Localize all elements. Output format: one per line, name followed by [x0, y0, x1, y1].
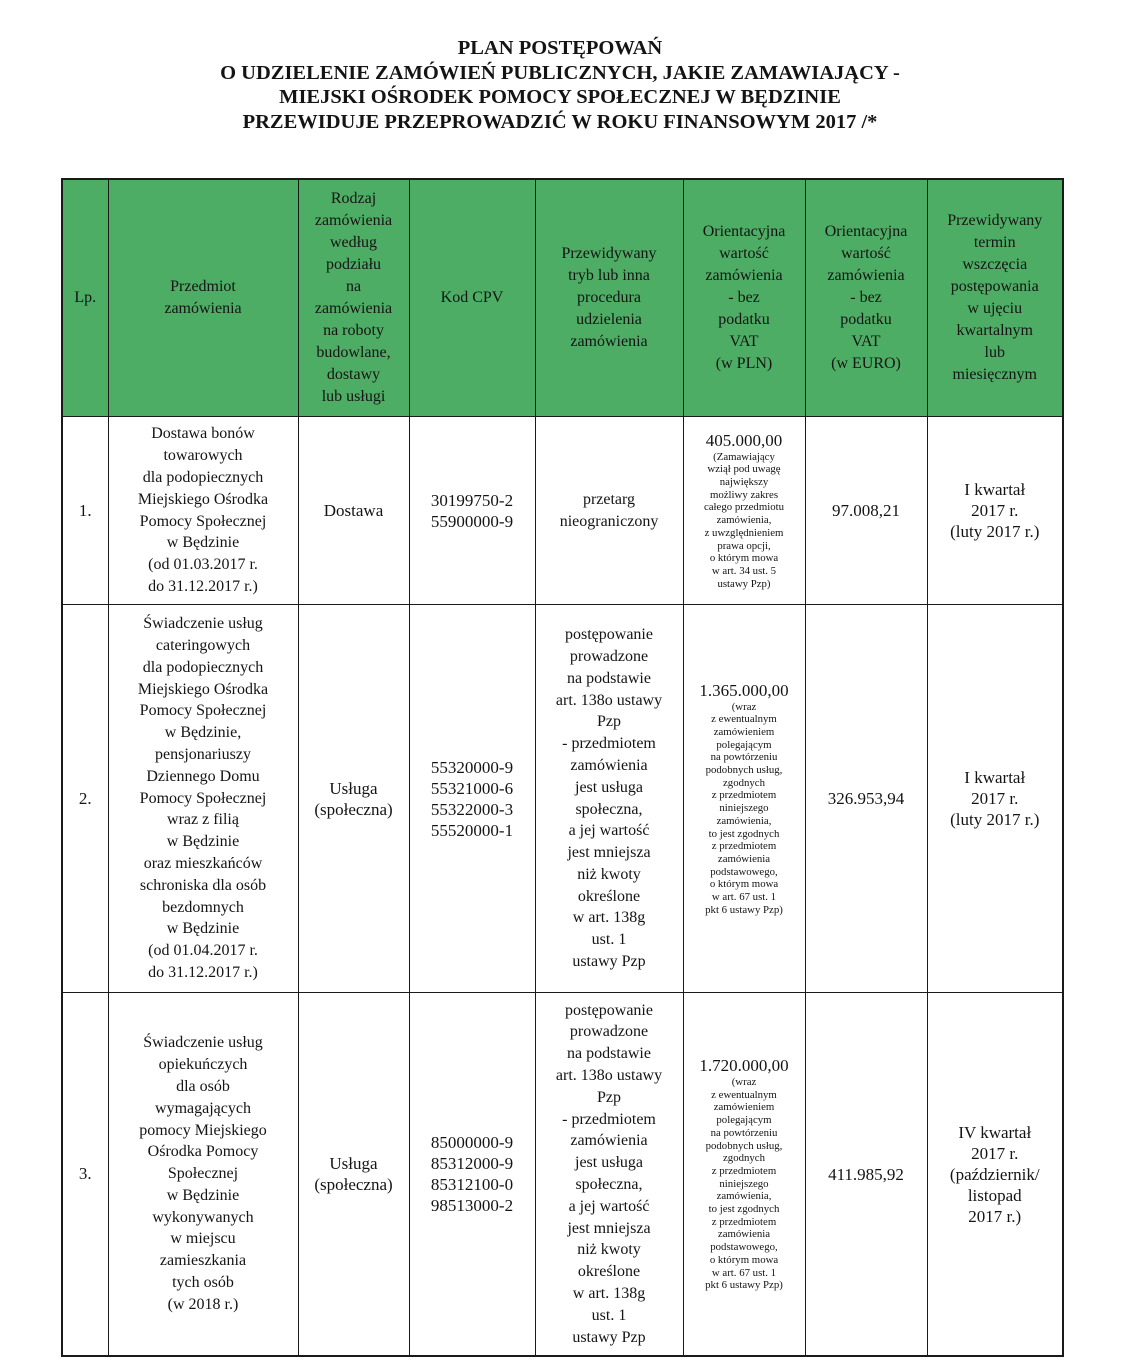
text-line: Pomocy Społecznej — [139, 789, 267, 807]
wartosc-pln-note — [686, 1076, 803, 1292]
cell-tryb — [535, 417, 683, 605]
text-line: postępowanie — [565, 626, 653, 644]
text-line: Usługa — [329, 1154, 378, 1173]
text-line: Usługa — [329, 778, 378, 798]
header-lp — [62, 179, 108, 417]
text-line: - przedmiotem — [562, 735, 656, 753]
text-line: określone — [577, 1263, 641, 1281]
text-line: towarowych — [163, 447, 243, 465]
text-line: (wraz — [731, 1076, 757, 1089]
cell-rodzaj — [298, 993, 409, 1357]
text-line: do 31.12.2017 r.) — [148, 577, 258, 595]
cell-lp — [62, 417, 108, 605]
text-line: zamówienia — [717, 852, 771, 865]
text-line: z ewentualnym — [711, 713, 777, 726]
text-line: Miejskiego Ośrodka — [137, 490, 269, 508]
text-line: wartość — [719, 245, 769, 262]
cell-wartosc-pln — [683, 993, 805, 1357]
cell-kod-cpv — [409, 993, 535, 1357]
text-line: wziął pod uwagę — [707, 463, 781, 476]
text-line: (w PLN) — [715, 355, 773, 372]
text-line: ustawy Pzp) — [717, 577, 771, 590]
text-line: na roboty — [323, 322, 384, 339]
text-line: schroniska dla osób — [139, 876, 267, 894]
header-rodzaj — [298, 179, 409, 417]
text-line: oraz mieszkańców — [143, 854, 263, 872]
text-line: całego przedmiotu — [703, 501, 785, 514]
text-line: dostawy — [326, 366, 381, 383]
text-line: zamówienia — [827, 267, 905, 284]
text-line: z przedmiotem — [711, 1164, 777, 1177]
text-line: niniejszego — [719, 1177, 769, 1190]
text-line: ust. 1 — [591, 1306, 627, 1324]
text-line: (Zamawiający — [713, 450, 775, 463]
text-line: wraz z filią — [167, 811, 239, 829]
cell-kod-cpv — [409, 605, 535, 993]
text-line: podziału — [325, 256, 382, 273]
text-line: do 31.12.2017 r.) — [148, 963, 258, 981]
text-line: o którym mowa — [709, 1253, 779, 1266]
text-line: podatku — [840, 311, 892, 328]
text-line: 97.008,21 — [832, 501, 900, 520]
text-line: a jej wartość — [568, 822, 650, 840]
text-line: ustawy Pzp — [572, 953, 646, 971]
text-line: Rodzaj — [330, 190, 377, 207]
text-line: zamówienia — [570, 1132, 648, 1150]
text-line: Kod CPV — [440, 289, 504, 306]
text-line: 1. — [78, 500, 92, 520]
cell-lp — [62, 993, 108, 1357]
text-line: udzielenia — [576, 311, 642, 328]
text-line: 1.720.000,00 — [699, 1056, 789, 1076]
text-line: Dziennego Domu — [146, 767, 260, 785]
cell-tryb — [535, 605, 683, 993]
wartosc-pln-note — [686, 701, 803, 917]
text-line: na podstawie — [567, 1045, 651, 1063]
text-line: 326.953,94 — [827, 789, 905, 808]
text-line: 2017 r.) — [968, 1206, 1022, 1226]
text-line: jest mniejsza — [567, 1219, 651, 1237]
text-line: Pzp — [597, 713, 621, 731]
wartosc-pln-amount — [686, 1056, 803, 1076]
text-line: według — [329, 234, 378, 251]
text-line: zamówieniem — [713, 725, 775, 738]
header-wartosc-pln — [683, 179, 805, 417]
wartosc-pln-amount — [686, 681, 803, 701]
text-line: o którym mowa — [709, 552, 779, 565]
text-line: zamówienia — [164, 300, 242, 317]
text-line: dla podopiecznych — [142, 658, 264, 676]
text-line: zgodnych — [723, 1152, 765, 1165]
text-line: Przedmiot — [170, 278, 236, 295]
text-line: niniejszego — [719, 802, 769, 815]
text-line: (październik/ — [949, 1164, 1040, 1184]
text-line: w Będzinie — [166, 534, 240, 552]
text-line: (społeczna) — [314, 1175, 393, 1194]
text-line: możliwy zakres — [709, 488, 779, 501]
text-line: pomocy Miejskiego — [139, 1121, 267, 1139]
text-line: jest usługa — [575, 1154, 643, 1172]
text-line: (od 01.03.2017 r. — [148, 556, 258, 574]
text-line: zamówienia — [570, 756, 648, 774]
text-line: niż kwoty — [577, 1241, 641, 1259]
text-line: polegającym — [716, 1114, 772, 1127]
procurement-plan-table — [61, 178, 1064, 1357]
text-line: Pomocy Społecznej — [139, 702, 267, 720]
text-line: polegającym — [716, 738, 772, 751]
header-przedmiot — [108, 179, 298, 417]
text-line: 1.365.000,00 — [699, 680, 789, 700]
text-line: pensjonariuszy — [155, 746, 251, 763]
text-line: tryb lub inna — [568, 267, 650, 284]
header-kod-cpv — [409, 179, 535, 417]
text-line: Dostawa bonów — [151, 425, 255, 443]
text-line: jest mniejsza — [567, 844, 651, 862]
text-line: postępowania — [950, 278, 1039, 295]
text-line: społeczna, — [575, 1176, 643, 1193]
text-line: PLAN POSTĘPOWAŃ — [457, 37, 663, 59]
text-line: (wraz — [731, 700, 757, 713]
text-line: przetarg — [582, 490, 636, 508]
text-line: lub — [984, 344, 1005, 361]
text-line: w Będzinie — [166, 833, 240, 851]
text-line: 55900000-9 — [430, 511, 514, 531]
text-line: a jej wartość — [568, 1197, 650, 1215]
document-title — [60, 36, 1060, 134]
text-line: zamówienia, — [716, 814, 772, 827]
text-line: termin — [973, 234, 1016, 251]
text-line: w Będzinie — [166, 1186, 240, 1204]
text-line: 85000000-9 — [430, 1133, 514, 1152]
text-line: 411.985,92 — [828, 1164, 904, 1184]
text-line: na powtórzeniu — [710, 751, 778, 764]
text-line: Świadczenie usług — [143, 615, 263, 633]
text-line: podobnych usług, — [705, 764, 783, 777]
table-row — [62, 417, 1063, 605]
text-line: ust. 1 — [591, 931, 627, 949]
text-line: zamówienia — [717, 1228, 771, 1241]
text-line: 55322000-3 — [430, 799, 514, 819]
text-line: bezdomnych — [162, 898, 244, 916]
table-header-row — [62, 179, 1063, 417]
text-line: 55320000-9 — [430, 757, 514, 777]
text-line: wykonywanych — [152, 1208, 254, 1226]
cell-wartosc-euro — [805, 605, 927, 993]
text-line: na podstawie — [567, 669, 651, 687]
text-line: 55520000-1 — [430, 820, 514, 840]
text-line: Pomocy Społecznej — [139, 512, 267, 530]
text-line: Orientacyjna — [824, 223, 908, 240]
text-line: w art. 67 ust. 1 — [711, 891, 777, 904]
cell-przedmiot — [108, 417, 298, 605]
text-line: 2. — [78, 788, 92, 808]
text-line: listopad — [967, 1185, 1022, 1205]
text-line: art. 138o ustawy — [555, 1067, 663, 1085]
header-wartosc-euro — [805, 179, 927, 417]
text-line: (luty 2017 r.) — [950, 810, 1040, 829]
text-line: (w EURO) — [831, 355, 901, 372]
text-line: podstawowego, — [710, 865, 778, 878]
text-line: 55321000-6 — [430, 778, 514, 798]
text-line: prowadzone — [569, 1023, 649, 1041]
wartosc-pln-note — [686, 451, 803, 591]
text-line: wartość — [841, 245, 891, 262]
cell-wartosc-euro — [805, 417, 927, 605]
cell-kod-cpv — [409, 417, 535, 605]
text-line: zamówieniem — [713, 1101, 775, 1114]
text-line: największy — [719, 476, 769, 489]
table-row — [62, 605, 1063, 993]
text-line: o którym mowa — [709, 878, 779, 891]
text-line: nieograniczony — [559, 512, 659, 530]
text-line: określone — [577, 887, 641, 905]
text-line: (w 2018 r.) — [167, 1295, 239, 1313]
text-line: prawa opcji, — [717, 539, 771, 552]
text-line: 405.000,00 — [705, 430, 783, 450]
text-line: ustawy Pzp — [572, 1328, 646, 1346]
text-line: pkt 6 ustawy Pzp) — [705, 1279, 783, 1292]
cell-lp — [62, 605, 108, 993]
cell-termin — [927, 605, 1063, 993]
cell-wartosc-pln — [683, 417, 805, 605]
text-line: budowlane, — [316, 344, 391, 361]
cell-termin — [927, 993, 1063, 1357]
text-line: zamówienia — [314, 212, 393, 229]
text-line: art. 138o ustawy — [555, 691, 663, 709]
text-line: 85312000-9 — [430, 1154, 514, 1173]
text-line: - bez — [728, 289, 760, 306]
text-line: 3. — [78, 1164, 92, 1184]
text-line: IV kwartał — [958, 1122, 1032, 1142]
text-line: w Będzinie, — [164, 724, 242, 742]
wartosc-pln-amount — [686, 431, 803, 451]
cell-przedmiot — [108, 993, 298, 1357]
text-line: w ujęciu — [967, 300, 1023, 317]
text-line: zamówienia, — [716, 514, 772, 527]
text-line: 85312100-0 — [430, 1175, 514, 1194]
text-line: jest usługa — [575, 778, 643, 796]
text-line: 2017 r. — [971, 501, 1019, 520]
text-line: miesięcznym — [952, 366, 1037, 383]
text-line: dla podopiecznych — [142, 468, 264, 486]
text-line: Lp. — [74, 289, 97, 306]
text-line: Przewidywany — [947, 212, 1043, 229]
text-line: postępowanie — [565, 1001, 653, 1019]
text-line: społeczna, — [575, 800, 643, 818]
text-line: - bez — [850, 289, 882, 306]
text-line: (luty 2017 r.) — [950, 522, 1040, 541]
text-line: Świadczenie usług — [143, 1034, 263, 1052]
text-line: tych osób — [172, 1274, 234, 1292]
text-line: z przedmiotem — [711, 840, 777, 853]
text-line: z przedmiotem — [711, 1215, 777, 1228]
text-line: Dostawa — [323, 501, 384, 520]
text-line: O UDZIELENIE ZAMÓWIEŃ PUBLICZNYCH, JAKIE ZAMAWIAJĄCY - — [220, 61, 900, 84]
text-line: podatku — [718, 311, 770, 328]
text-line: MIEJSKI OŚRODEK POMOCY SPOŁECZNEJ W BĘDZINIE — [279, 86, 841, 108]
text-line: - przedmiotem — [562, 1110, 656, 1128]
text-line: cateringowych — [155, 637, 251, 655]
text-line: na — [345, 278, 362, 295]
text-line: wszczęcia — [962, 256, 1028, 273]
text-line: zamówienia — [570, 333, 648, 350]
table-row — [62, 993, 1063, 1357]
text-line: Pzp — [597, 1088, 621, 1106]
text-line: Miejskiego Ośrodka — [137, 680, 269, 698]
text-line: w miejscu — [170, 1230, 236, 1248]
text-line: wymagających — [155, 1099, 251, 1117]
text-line: (społeczna) — [314, 799, 393, 819]
cell-rodzaj — [298, 417, 409, 605]
text-line: procedura — [577, 289, 641, 306]
text-line: z uwzględnieniem — [704, 526, 784, 539]
cell-wartosc-pln — [683, 605, 805, 993]
header-tryb — [535, 179, 683, 417]
cell-przedmiot — [108, 605, 298, 993]
cell-wartosc-euro — [805, 993, 927, 1357]
text-line: VAT — [851, 333, 881, 350]
text-line: zamieszkania — [159, 1252, 247, 1270]
text-line: w art. 138g — [572, 909, 646, 927]
text-line: w art. 34 ust. 5 — [711, 564, 777, 577]
text-line: Ośrodka Pomocy — [147, 1143, 259, 1161]
text-line: niż kwoty — [577, 865, 641, 883]
text-line: zgodnych — [723, 776, 765, 789]
text-line: w art. 67 ust. 1 — [711, 1266, 777, 1279]
text-line: zamówienia — [705, 267, 783, 284]
text-line: opiekuńczych — [158, 1056, 248, 1074]
text-line: PRZEWIDUJE PRZEPROWADZIĆ W ROKU FINANSOWYM 2017 /* — [242, 110, 878, 133]
text-line: to jest zgodnych — [708, 827, 780, 840]
text-line: zamówienia — [314, 300, 393, 317]
text-line: 2017 r. — [971, 1143, 1019, 1163]
text-line: pkt 6 ustawy Pzp) — [705, 903, 783, 916]
cell-termin — [927, 417, 1063, 605]
text-line: na powtórzeniu — [710, 1126, 778, 1139]
text-line: (od 01.04.2017 r. — [148, 942, 258, 960]
text-line: lub usługi — [321, 388, 386, 405]
text-line: z ewentualnym — [711, 1088, 777, 1101]
text-line: podobnych usług, — [705, 1139, 783, 1152]
text-line: w art. 138g — [572, 1284, 646, 1302]
text-line: to jest zgodnych — [708, 1203, 780, 1216]
text-line: z przedmiotem — [711, 789, 777, 802]
text-line: dla osób — [176, 1077, 230, 1095]
text-line: 98513000-2 — [430, 1196, 514, 1215]
text-line: Orientacyjna — [702, 223, 786, 240]
header-termin — [927, 179, 1063, 417]
text-line: kwartalnym — [956, 322, 1033, 339]
text-line: VAT — [729, 333, 759, 350]
text-line: Społecznej — [167, 1165, 239, 1183]
text-line: prowadzone — [569, 647, 649, 665]
text-line: zamówienia, — [716, 1190, 772, 1203]
cell-tryb — [535, 993, 683, 1357]
cell-rodzaj — [298, 605, 409, 993]
text-line: Przewidywany — [561, 245, 657, 262]
text-line: podstawowego, — [710, 1241, 778, 1254]
text-line: I kwartał — [964, 480, 1026, 499]
text-line: w Będzinie — [166, 920, 240, 938]
text-line: I kwartał — [964, 768, 1026, 787]
text-line: 2017 r. — [971, 789, 1019, 808]
text-line: 30199750-2 — [430, 490, 514, 510]
